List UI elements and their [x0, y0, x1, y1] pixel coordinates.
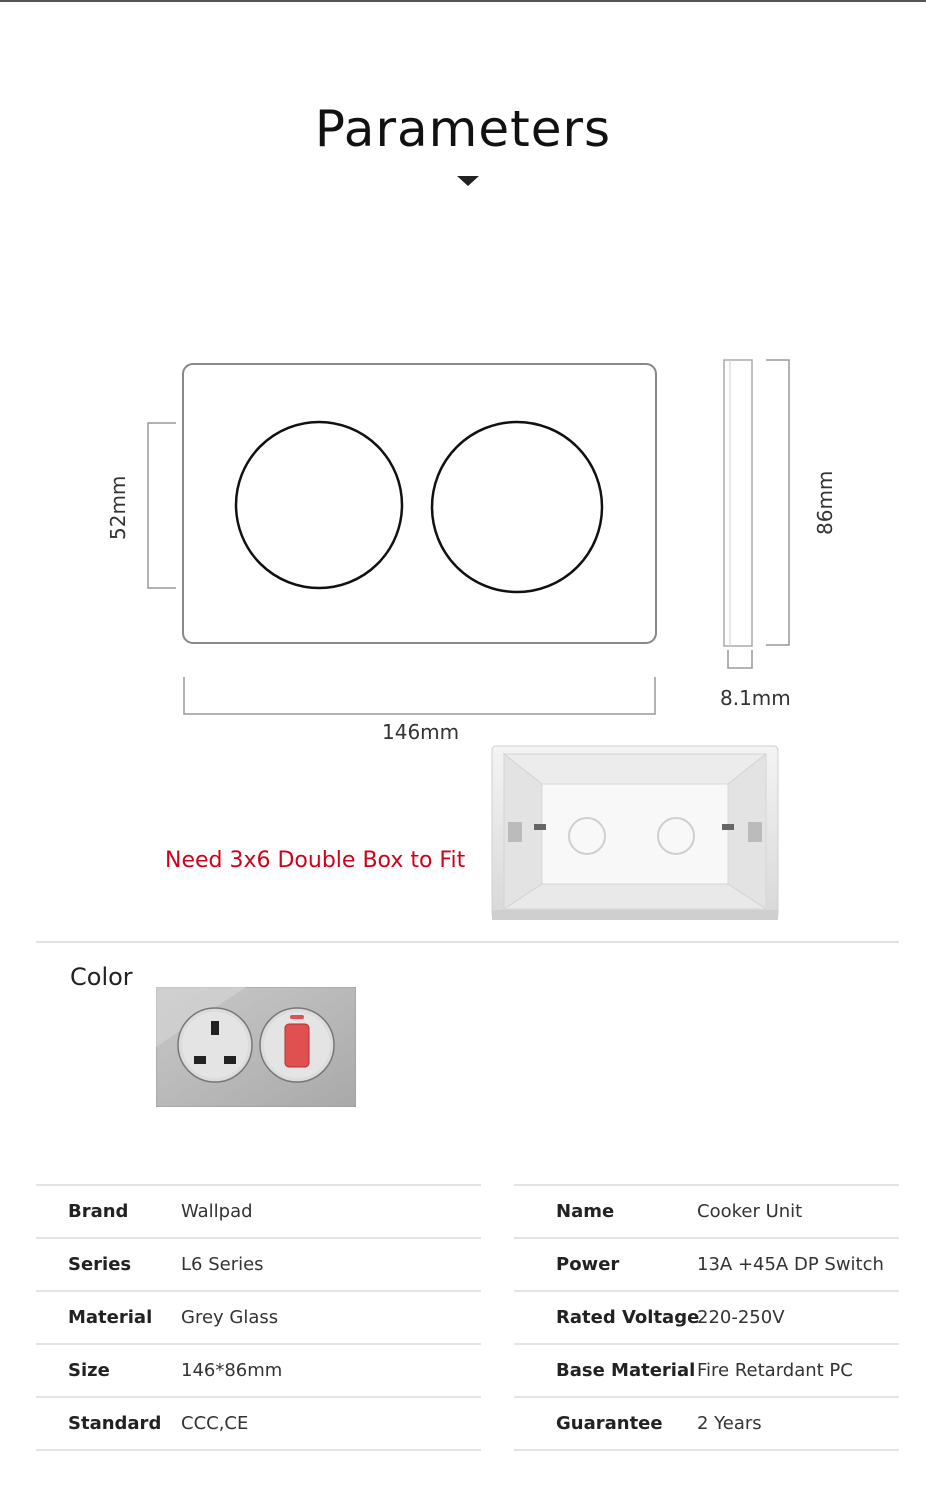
- spec-table-right: [514, 1184, 899, 1451]
- spec-value: 220-250V: [697, 1307, 785, 1328]
- bracket-52mm: [148, 423, 176, 588]
- spec-row: [36, 1184, 481, 1237]
- spec-row: [36, 1290, 481, 1343]
- spec-table-left: [36, 1184, 481, 1451]
- spec-key: Brand: [68, 1201, 129, 1222]
- spec-row: [514, 1237, 899, 1290]
- color-section-label: Color: [70, 963, 133, 991]
- spec-value: Grey Glass: [181, 1307, 279, 1328]
- caret-down-icon: [457, 176, 479, 186]
- spec-key: Standard: [68, 1413, 162, 1434]
- spec-row: [36, 1396, 481, 1451]
- top-border-line: [0, 0, 926, 2]
- spec-row: [514, 1290, 899, 1343]
- spec-value: 13A +45A DP Switch: [697, 1254, 884, 1275]
- box-fit-note: Need 3x6 Double Box to Fit: [165, 848, 466, 873]
- bracket-146mm: [184, 677, 655, 714]
- spec-key: Rated Voltage: [556, 1307, 700, 1328]
- page-title: Parameters: [314, 100, 612, 158]
- grey-glass-color-swatch: [156, 987, 356, 1107]
- spec-key: Guarantee: [556, 1413, 663, 1434]
- spec-value: Wallpad: [181, 1201, 253, 1222]
- spec-row: [514, 1343, 899, 1396]
- bracket-8mm: [728, 650, 752, 668]
- spec-row: [36, 1237, 481, 1290]
- spec-value: Cooker Unit: [697, 1201, 803, 1222]
- spec-value: L6 Series: [181, 1254, 264, 1275]
- spec-value: CCC,CE: [181, 1413, 249, 1434]
- spec-key: Base Material: [556, 1360, 696, 1381]
- spec-key: Size: [68, 1360, 110, 1381]
- spec-key: Power: [556, 1254, 620, 1275]
- back-box-image: [490, 744, 780, 924]
- width-146mm-label: 146mm: [382, 720, 460, 744]
- spec-value: Fire Retardant PC: [697, 1360, 853, 1381]
- spec-value: 146*86mm: [181, 1360, 283, 1381]
- bracket-86mm: [766, 360, 789, 645]
- section-divider: [36, 941, 899, 943]
- depth-8mm-label: 8.1mm: [720, 686, 791, 710]
- socket-circle-right: [432, 422, 602, 592]
- height-52mm-label: 52mm: [106, 475, 130, 540]
- spec-key: Material: [68, 1307, 153, 1328]
- panel-side-outline: [724, 360, 752, 646]
- spec-key: Series: [68, 1254, 132, 1275]
- height-86mm-label: 86mm: [813, 470, 837, 535]
- spec-row: [514, 1184, 899, 1237]
- spec-row: [36, 1343, 481, 1396]
- spec-value: 2 Years: [697, 1413, 762, 1434]
- spec-row: [514, 1396, 899, 1451]
- socket-circle-left: [236, 422, 402, 588]
- spec-key: Name: [556, 1201, 615, 1222]
